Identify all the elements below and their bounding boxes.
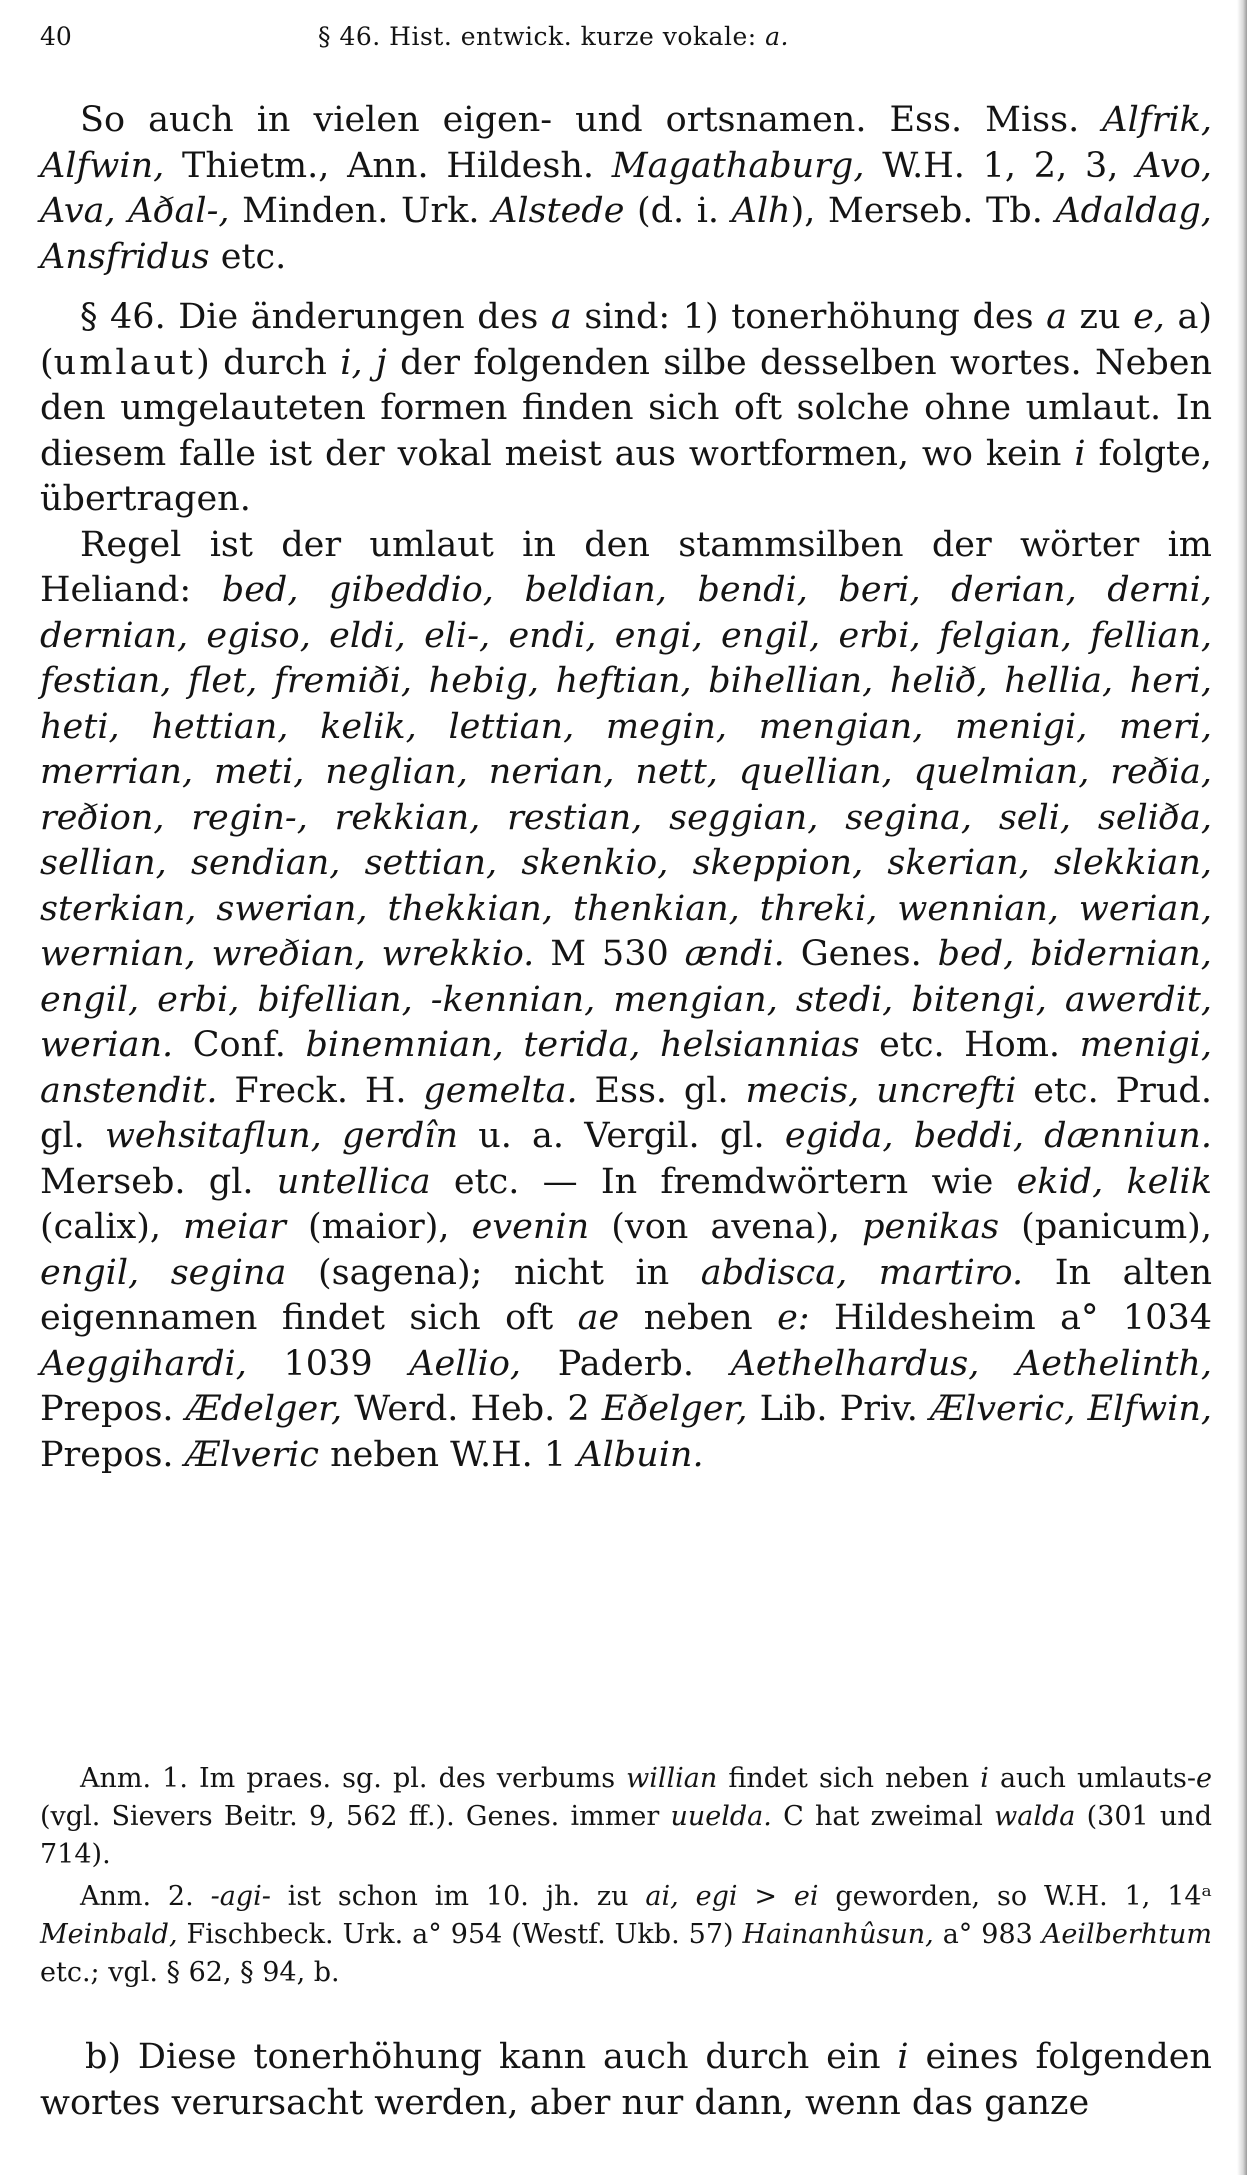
annotation-2: Anm. 2. -agi- ist schon im 10. jh. zu ai, egi > ei geworden, so W.H. 1, 14ᵃ Meinbald, Fischbeck. Urk. a° 954 (Westf. Ukb. 57) Hainanhûsun, a° 983 Aeilberhtum etc.; vgl. § 62, § 94, b.	[40, 1881, 1212, 1988]
page-header	[40, 22, 1220, 62]
running-title	[318, 22, 789, 51]
paragraph-names: So auch in vielen eigen- und ortsnamen. Ess. Miss. Alfrik, Alfwin, Thietm., Ann. Hildesh. Magathaburg, W.H. 1, 2, 3, Avo, Ava, Aðal-, Minden. Urk. Alstede (d. i. Alh), Merseb. Tb. Adaldag, Ansfridus etc.	[40, 100, 1212, 277]
paragraph-section-46: § 46. Die änderungen des a sind: 1) tonerhöhung des a zu e, a) (umlaut) durch i, j der folgenden silbe desselben wortes. Neben den umgelauteten formen finden sich oft solche ohne umlaut. In diesem falle ist der vokal meist aus wortformen, wo kein i folgte, übertragen.	[40, 297, 1212, 519]
paragraph-umlaut-rule: Regel ist der umlaut in den stammsilben der wörter im Heliand: bed, gibeddio, beldian, bendi, beri, derian, derni, dernian, egiso, eldi, eli-, endi, engi, engil, erbi, felgian, fellian, festian, flet, fremiði, hebig, heftian, bihellian, helið, hellia, heri, heti, hettian, kelik, lettian, megin, mengian, menigi, meri, merrian, meti, neglian, nerian, nett, quellian, quelmian, reðia, reðion, regin-, rekkian, restian, seggian, segina, seli, seliða, sellian, sendian, settian, skenkio, skeppion, skerian, slekkian, sterkian, swerian, thekkian, thenkian, threki, wennian, werian, wernian, wreðian, wrekkio. M 530 ændi. Genes. bed, bidernian, engil, erbi, bifellian, -kennian, mengian, stedi, bitengi, awerdit, werian. Conf. binemnian, terida, helsiannias etc. Hom. menigi, anstendit. Freck. H. gemelta. Ess. gl. mecis, uncrefti etc. Prud. gl. wehsitaflun, gerdîn u. a. Vergil. gl. egida, beddi, dænniun. Merseb. gl. untellica etc. — In fremdwörtern wie ekid, kelik (calix), meiar (maior), evenin (von avena), penikas (panicum), engil, segina (sagena); nicht in abdisca, martiro. In alten eigennamen findet sich oft ae neben e: Hildesheim a° 1034 Aeggihardi, 1039 Aellio, Paderb. Aethelhardus, Aethelinth, Prepos. Ædelger, Werd. Heb. 2 Eðelger, Lib. Priv. Ælveric, Elfwin, Prepos. Ælveric neben W.H. 1 Albuin.	[40, 524, 1212, 1475]
running-title-vowel: a.	[765, 22, 789, 51]
continuation-text	[40, 2034, 1212, 2126]
annotations	[40, 1760, 1212, 1996]
main-text	[40, 98, 1212, 1478]
page-number: 40	[40, 22, 72, 51]
page-edge-shadow	[1237, 0, 1247, 2175]
annotation-1: Anm. 1. Im praes. sg. pl. des verbums willian findet sich neben i auch umlauts-e (vgl. Sievers Beitr. 9, 562 ff.). Genes. immer uuelda. C hat zweimal walda (301 und 714).	[40, 1763, 1212, 1870]
running-title-text: § 46. Hist. entwick. kurze vokale:	[318, 22, 757, 51]
paragraph-b: b) Diese tonerhöhung kann auch durch ein i eines folgenden wortes verursacht werden, aber nur dann, wenn das ganze	[40, 2037, 1212, 2123]
